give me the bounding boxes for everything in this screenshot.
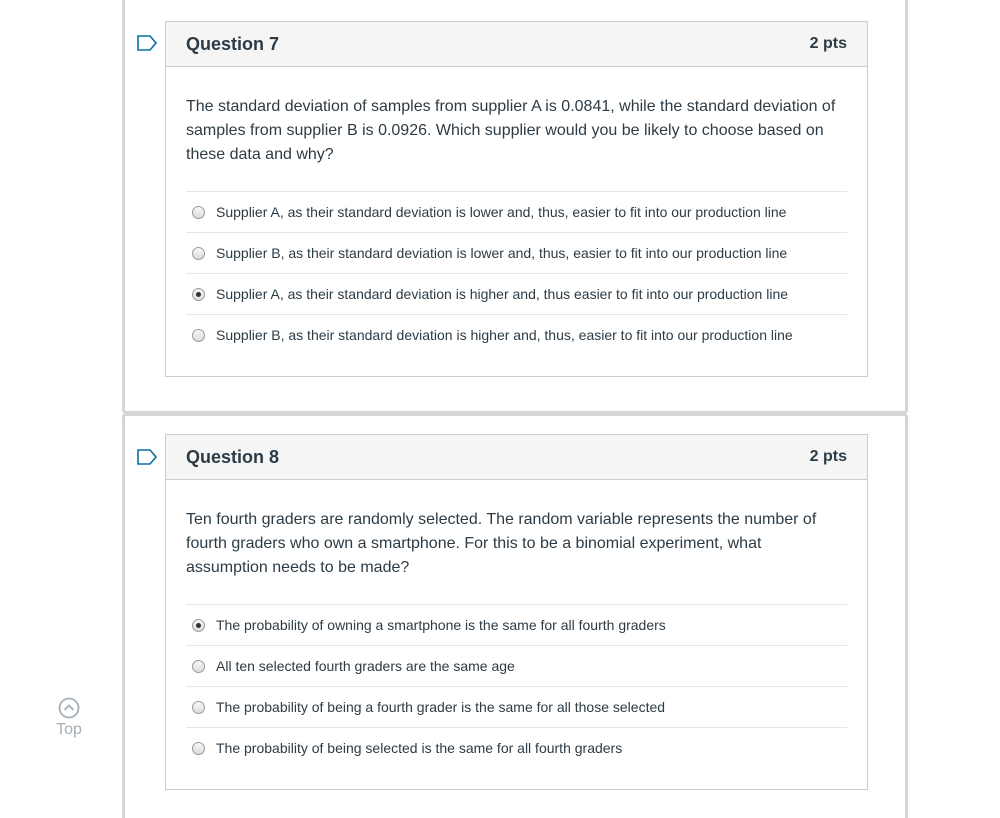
radio-button[interactable] xyxy=(192,701,205,714)
answer-label: Supplier B, as their standard deviation is lower and, thus, easier to fit into our production line xyxy=(216,245,788,261)
chevron-up-circle-icon xyxy=(58,697,80,719)
question-header xyxy=(166,435,867,480)
radio-button[interactable] xyxy=(192,206,205,219)
question-panel-7 xyxy=(122,0,908,414)
answer-option-selected[interactable] xyxy=(186,605,847,646)
question-body xyxy=(166,480,867,768)
back-to-top-link[interactable] xyxy=(52,697,86,739)
question-card xyxy=(165,434,868,790)
question-text: Ten fourth graders are randomly selected. The random variable represents the number of fourth graders who own a smartphone. For this to be a binomial experiment, what assumption needs to be made? xyxy=(186,511,817,576)
answer-label: Supplier A, as their standard deviation is higher and, thus easier to fit into our production line xyxy=(216,286,789,302)
answer-label: The probability of being a fourth grader is the same for all those selected xyxy=(216,699,666,715)
question-panel-8 xyxy=(122,413,908,818)
answer-label: Supplier B, as their standard deviation is higher and, thus, easier to fit into our production line xyxy=(216,327,793,343)
answer-option-selected[interactable] xyxy=(186,274,847,315)
radio-button[interactable] xyxy=(192,660,205,673)
back-to-top-label: Top xyxy=(56,721,82,738)
question-text: The standard deviation of samples from supplier A is 0.0841, while the standard deviation of samples from supplier B is 0.0926. Which supplier would you be likely to choose based on these data and why? xyxy=(186,98,836,163)
answer-option[interactable] xyxy=(186,233,847,274)
answer-option[interactable] xyxy=(186,687,847,728)
question-title: Question 7 xyxy=(186,33,280,54)
answer-list xyxy=(186,604,847,768)
answer-label: The probability of owning a smartphone is the same for all fourth graders xyxy=(216,617,666,633)
radio-button-selected[interactable] xyxy=(192,619,205,632)
answer-list xyxy=(186,191,847,355)
question-points: 2 pts xyxy=(809,448,847,465)
answer-label: Supplier A, as their standard deviation is lower and, thus, easier to fit into our production line xyxy=(216,204,787,220)
question-points: 2 pts xyxy=(809,35,847,52)
flag-question-icon[interactable] xyxy=(137,449,157,465)
answer-option[interactable] xyxy=(186,192,847,233)
question-header xyxy=(166,22,867,67)
radio-button[interactable] xyxy=(192,742,205,755)
radio-button-selected[interactable] xyxy=(192,288,205,301)
radio-button[interactable] xyxy=(192,329,205,342)
answer-label: All ten selected fourth graders are the same age xyxy=(216,658,515,674)
question-body xyxy=(166,67,867,355)
answer-option[interactable] xyxy=(186,646,847,687)
answer-label: The probability of being selected is the same for all fourth graders xyxy=(216,740,623,756)
question-title: Question 8 xyxy=(186,446,280,467)
question-card xyxy=(165,21,868,377)
answer-option[interactable] xyxy=(186,315,847,355)
answer-option[interactable] xyxy=(186,728,847,768)
radio-button[interactable] xyxy=(192,247,205,260)
flag-question-icon[interactable] xyxy=(137,35,157,51)
